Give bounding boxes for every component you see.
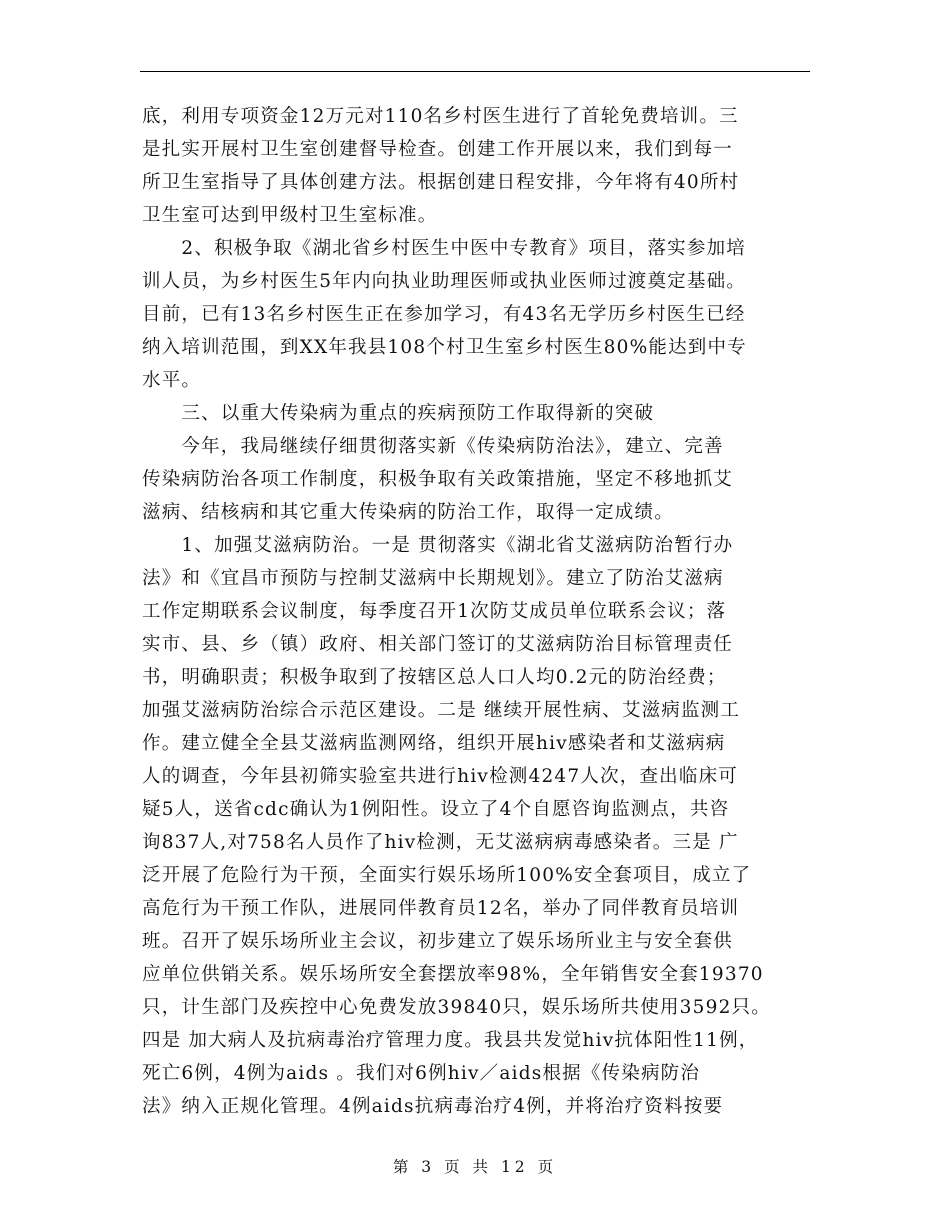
text-line: 卫生室可达到甲级村卫生室标准。 — [142, 205, 438, 226]
text-line: 加强艾滋病防治综合示范区建设。二是 继续开展性病、艾滋病监测工 — [142, 700, 741, 721]
text-line: 高危行为干预工作队，进展同伴教育员12名，举办了同伴教育员培训 — [142, 898, 740, 919]
text-line: 实市、县、乡（镇）政府、相关部门签订的艾滋病防治目标管理责任 — [142, 634, 734, 655]
text-line: 是扎实开展村卫生室创建督导检查。创建工作开展以来，我们到每一 — [142, 139, 734, 160]
page-number-footer: 第 3 页 共 12 页 — [392, 1158, 558, 1176]
text-line: 训人员，为乡村医生5年内向执业助理医师或执业医师过渡奠定基础。 — [142, 271, 746, 292]
text-line: 今年，我局继续仔细贯彻落实新《传染病防治法》，建立、完善 — [142, 436, 724, 457]
text-line: 法》纳入正规化管理。4例aids抗病毒治疗4例，并将治疗资料按要 — [142, 1096, 724, 1117]
text-line: 疑5人，送省cdc确认为1例阳性。设立了4个自愿咨询监测点，共咨 — [142, 799, 730, 820]
text-line: 纳入培训范围，到XX年我县108个村卫生室乡村医生80%能达到中专 — [142, 337, 747, 358]
section-heading: 三、以重大传染病为重点的疾病预防工作取得新的突破 — [142, 403, 655, 424]
text-line: 工作定期联系会议制度，每季度召开1次防艾成员单位联系会议；落 — [142, 601, 727, 622]
text-line: 人的调查，今年县初筛实验室共进行hiv检测4247人次，查出临床可 — [142, 766, 738, 787]
text-line: 询837人,对758名人员作了hiv检测，无艾滋病病毒感染者。三是 广 — [142, 832, 739, 853]
text-line: 死亡6例，4例为aids 。我们对6例hiv／aids根据《传染病防治 — [142, 1063, 701, 1084]
text-line: 作。建立健全全县艾滋病监测网络，组织开展hiv感染者和艾滋病病 — [142, 733, 726, 754]
text-line: 所卫生室指导了具体创建方法。根据创建日程安排，今年将有40所村 — [142, 172, 740, 193]
text-line: 书，明确职责；积极争取到了按辖区总人口人均0.2元的防治经费； — [142, 667, 727, 688]
text-line: 1、加强艾滋病防治。一是 贯彻落实《湖北省艾滋病防治暂行办 — [142, 535, 734, 556]
text-line: 只，计生部门及疾控中心免费发放39840只，娱乐场所共使用3592只。 — [142, 997, 771, 1018]
text-line: 2、积极争取《湖北省乡村医生中医中专教育》项目，落实参加培 — [142, 238, 746, 259]
text-line: 目前，已有13名乡村医生正在参加学习，有43名无学历乡村医生已经 — [142, 304, 746, 325]
text-line: 底，利用专项资金12万元对110名乡村医生进行了首轮免费培训。三 — [142, 106, 739, 127]
text-line: 传染病防治各项工作制度，积极争取有关政策措施，坚定不移地抓艾 — [142, 469, 734, 490]
text-line: 应单位供销关系。娱乐场所安全套摆放率98%，全年销售安全套19370 — [142, 964, 764, 985]
header-rule — [140, 71, 810, 72]
text-line: 滋病、结核病和其它重大传染病的防治工作，取得一定成绩。 — [142, 502, 674, 523]
text-line: 泛开展了危险行为干预，全面实行娱乐场所100%安全套项目，成立了 — [142, 865, 752, 886]
text-line: 水平。 — [142, 370, 202, 391]
text-line: 法》和《宜昌市预防与控制艾滋病中长期规划》。建立了防治艾滋病 — [142, 568, 724, 589]
text-line: 班。召开了娱乐场所业主会议，初步建立了娱乐场所业主与安全套供 — [142, 931, 734, 952]
text-line: 四是 加大病人及抗病毒治疗管理力度。我县共发觉hiv抗体阳性11例， — [142, 1030, 759, 1051]
